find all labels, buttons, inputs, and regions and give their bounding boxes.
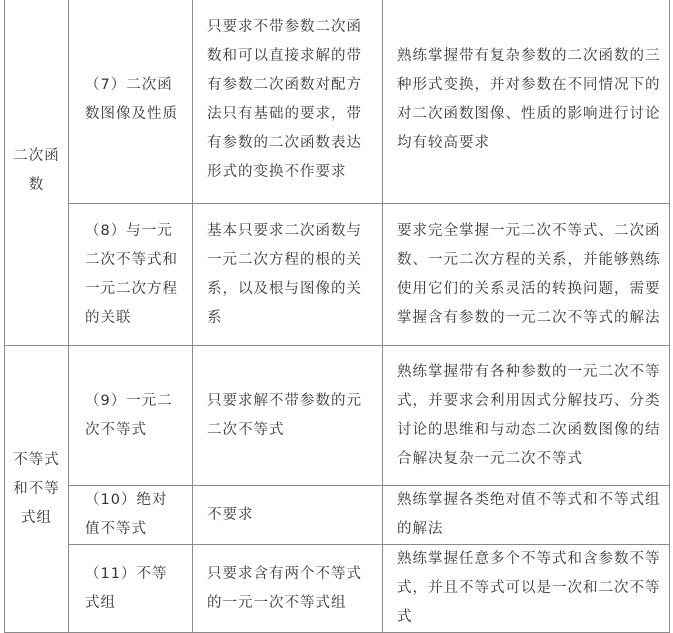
item-cell: （7）二次函数图像及性质 [69, 0, 193, 204]
basic-requirement-cell: 只要求不带参数二次函数和可以直接求解的带有参数二次函数对配方法只有基础的要求，带有参数的二次函数表达形式的变换不作要求 [193, 0, 383, 204]
advanced-requirement-cell: 要求完全掌握一元二次不等式、二次函数、一元二次方程的关系，并能够熟练使用它们的关系灵活的转换问题，需要掌握含有参数的一元二次不等式的解法 [383, 204, 670, 346]
table-row [5, 545, 670, 633]
advanced-requirement-cell: 熟练掌握带有复杂参数的二次函数的三种形式变换，并对参数在不同情况下的对二次函数图像、性质的影响进行讨论均有较高要求 [383, 0, 670, 204]
item-cell: （9）一元二次不等式 [69, 346, 193, 486]
item-cell: （11）不等式组 [69, 545, 193, 633]
table-row [5, 204, 670, 346]
advanced-requirement-cell: 熟练掌握各类绝对值不等式和不等式组的解法 [383, 486, 670, 545]
advanced-requirement-cell: 熟练掌握带有各种参数的一元二次不等式，并要求会利用因式分解技巧、分类讨论的思维和与动态二次函数图像的结合解决复杂一元二次不等式 [383, 346, 670, 486]
basic-requirement-cell: 不要求 [193, 486, 383, 545]
table-row [5, 346, 670, 486]
basic-requirement-cell: 只要求解不带参数的元二次不等式 [193, 346, 383, 486]
topic-cell-quadratic-function: 二次函数 [5, 0, 69, 346]
table-row [5, 486, 670, 545]
item-cell: （8）与一元二次不等式和一元二次方程的关联 [69, 204, 193, 346]
table-row [5, 0, 670, 204]
item-cell: （10）绝对值不等式 [69, 486, 193, 545]
basic-requirement-cell: 只要求含有两个不等式的一元一次不等式组 [193, 545, 383, 633]
basic-requirement-cell: 基本只要求二次函数与一元二次方程的根的关系，以及根与图像的关系 [193, 204, 383, 346]
topic-cell-inequalities: 不等式和不等式组 [5, 346, 69, 633]
advanced-requirement-cell: 熟练掌握任意多个不等式和含参数不等式，并且不等式可以是一次和二次不等式 [383, 545, 670, 633]
syllabus-comparison-table [4, 0, 670, 633]
